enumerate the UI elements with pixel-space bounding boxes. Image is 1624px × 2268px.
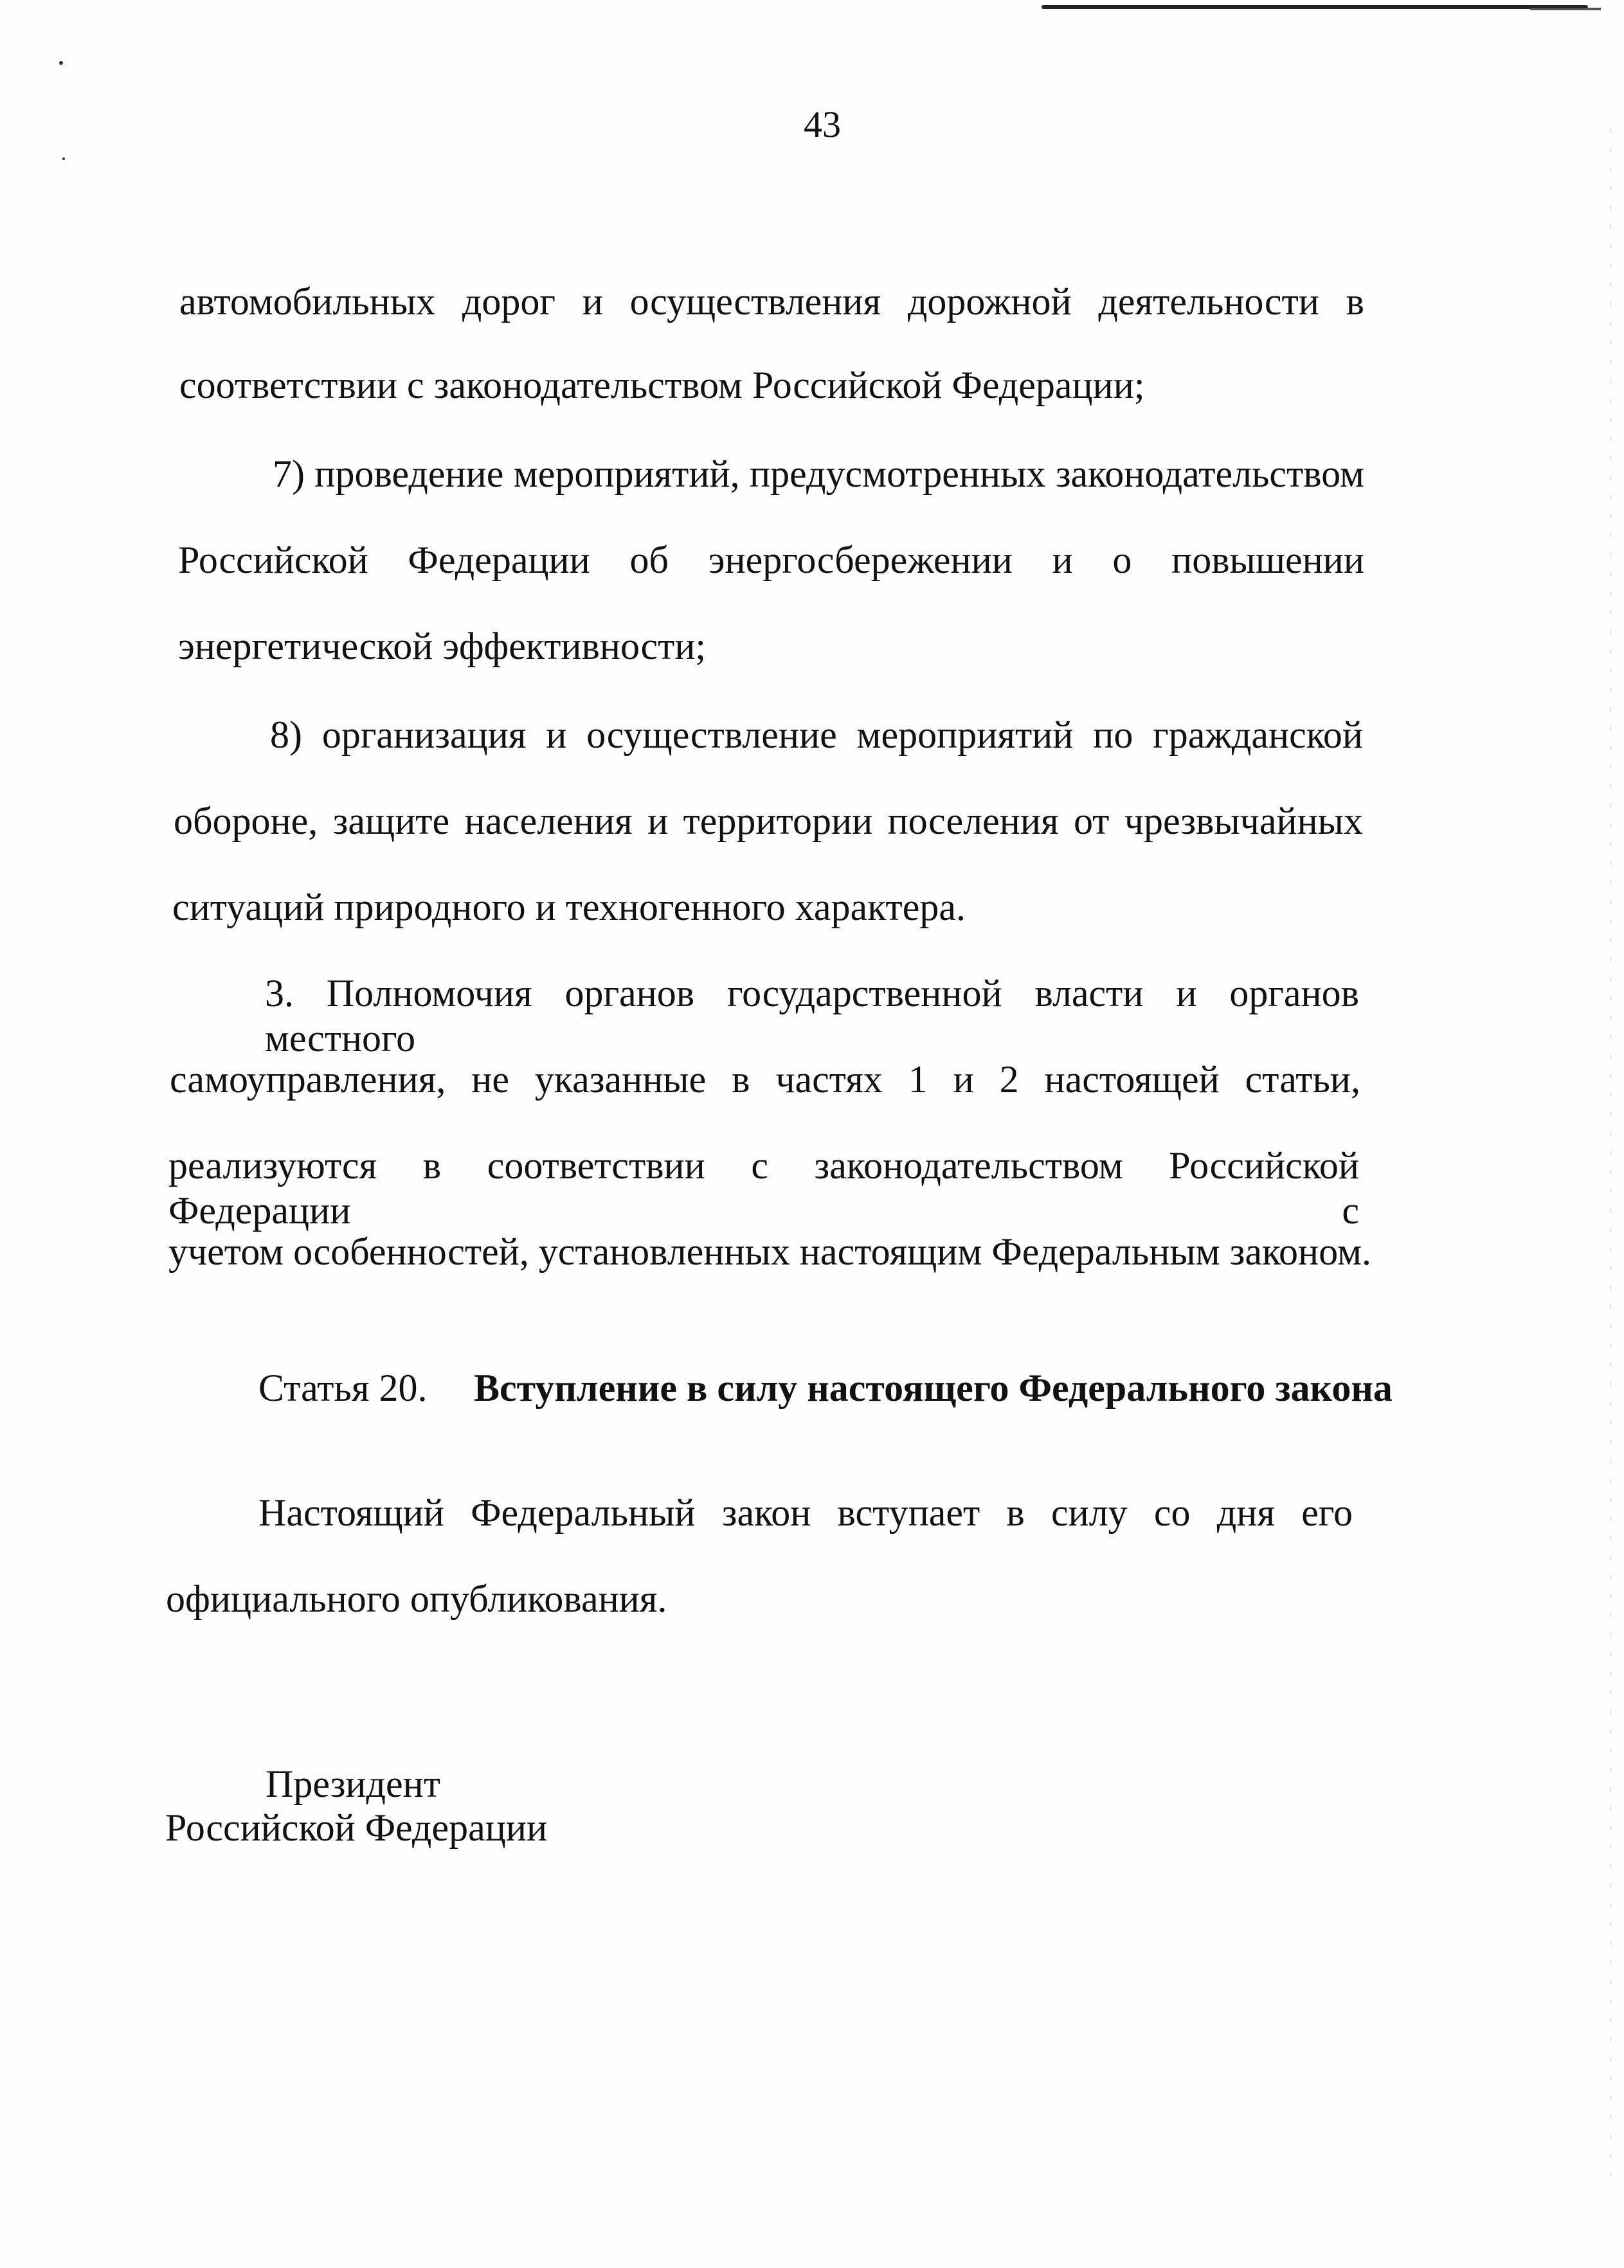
scan-speck	[62, 158, 65, 160]
text-line: самоуправления, не указанные в частях 1 и 2 настоящей статьи,	[170, 1058, 1360, 1101]
page-number: 43	[804, 104, 841, 145]
text-line: соответствии с законодательством Российской Федерации;	[179, 364, 1145, 406]
scan-edge-marks	[1610, 129, 1611, 2186]
text-line: энергетической эффективности;	[178, 625, 707, 667]
article-number: Статья 20.	[258, 1367, 428, 1409]
text-line: 7) проведение мероприятий, предусмотренных законодательством	[273, 453, 1364, 495]
scan-top-rule-end	[1530, 8, 1601, 10]
article-title: Вступление в силу настоящего Федерального закона	[474, 1367, 1393, 1409]
text-line: 3. Полномочия органов государственной власти и органов местного	[265, 972, 1359, 1059]
text-line: учетом особенностей, установленных настоящим Федеральным законом.	[168, 1230, 1371, 1273]
text-line: Российской Федерации об энергосбережении и о повышении	[178, 539, 1364, 581]
scan-speck	[59, 61, 63, 65]
signature-title: Президент	[266, 1763, 440, 1805]
text-line: обороне, защите населения и территории поселения от чрезвычайных	[174, 800, 1363, 842]
text-line: Настоящий Федеральный закон вступает в силу со дня его	[258, 1491, 1353, 1534]
text-line: реализуются в соответствии с законодательством Российской Федерации с	[168, 1144, 1359, 1232]
scan-top-rule	[1042, 5, 1588, 9]
text-line: 8) организация и осуществление мероприятий по гражданской	[270, 714, 1363, 756]
text-line: автомобильных дорог и осуществления дорожной деятельности в	[179, 280, 1364, 323]
signature-organization: Российской Федерации	[165, 1806, 548, 1849]
text-line: официального опубликования.	[166, 1578, 667, 1620]
text-line: ситуаций природного и техногенного характера.	[172, 886, 966, 928]
